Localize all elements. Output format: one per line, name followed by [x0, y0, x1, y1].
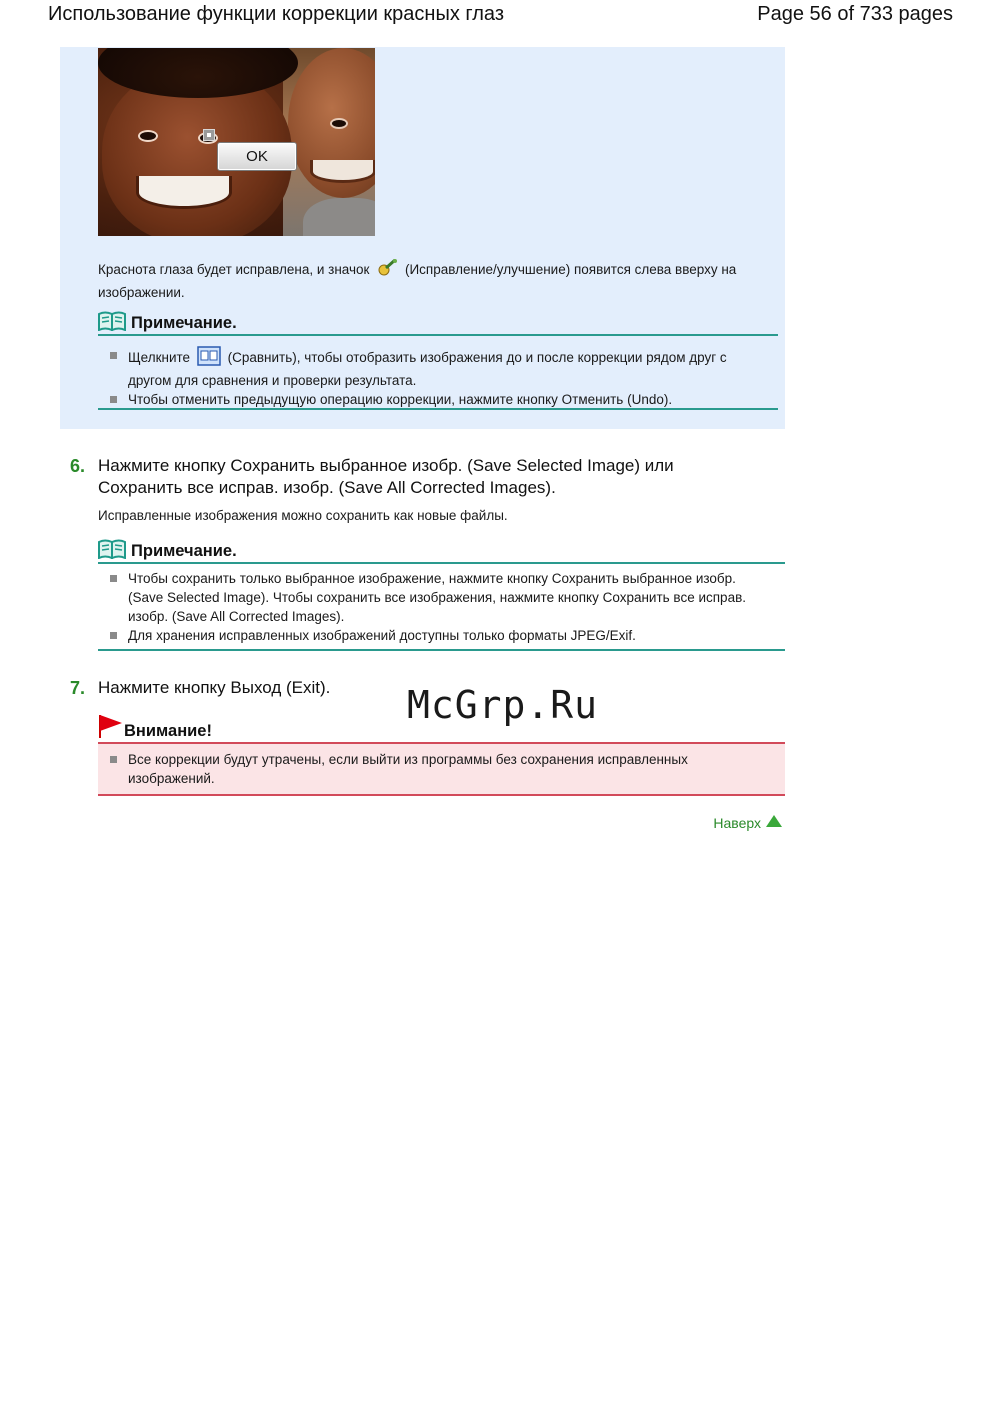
watermark: McGrp.Ru	[407, 683, 599, 727]
book-icon	[98, 539, 126, 564]
list-item: Чтобы отменить предыдущую операцию коррекции, нажмите кнопку Отменить (Undo).	[110, 390, 760, 409]
ok-button[interactable]: OK	[217, 142, 297, 171]
note-divider	[98, 408, 778, 410]
intro-paragraph: Краснота глаза будет исправлена, и значок (Исправление/улучшение) появится слева вверху на изображении.	[98, 258, 758, 302]
example-photo	[98, 48, 375, 236]
note-list	[110, 346, 760, 409]
step-number: 6.	[70, 456, 86, 476]
back-to-top-link[interactable]: Наверх	[713, 814, 783, 831]
note-heading: Примечание.	[98, 311, 237, 336]
selection-marker	[203, 129, 215, 141]
step-number: 7.	[70, 678, 86, 698]
step-title: Нажмите кнопку Выход (Exit).	[98, 678, 331, 697]
list-item: Все коррекции будут утрачены, если выйти из программы без сохранения исправленных изображений.	[110, 750, 770, 788]
list-item: Для хранения исправленных изображений доступны только форматы JPEG/Exif.	[110, 626, 760, 645]
page-indicator: Page 56 of 733 pages	[757, 3, 953, 25]
list-item: Чтобы сохранить только выбранное изображение, нажмите кнопку Сохранить выбранное изобр. (Save Selected Image). Чтобы сохранить все изображения, нажмите кнопку Сохранить все исправ. изобр. (Save All Corrected Images).	[110, 569, 760, 626]
note-list	[110, 569, 760, 645]
up-arrow-icon	[765, 814, 783, 831]
book-icon	[98, 311, 126, 336]
warning-box	[98, 742, 785, 796]
step-description: Исправленные изображения можно сохранить как новые файлы.	[98, 508, 508, 523]
correct-enhance-icon	[376, 258, 398, 283]
note-divider	[98, 334, 778, 336]
note-heading: Примечание.	[98, 539, 237, 564]
note-divider	[98, 649, 785, 651]
page-title: Использование функции коррекции красных глаз	[48, 3, 504, 25]
note-divider	[98, 562, 785, 564]
red-flag-icon	[98, 713, 124, 744]
step-title: Нажмите кнопку Сохранить выбранное изобр. (Save Selected Image) или Сохранить все исправ. изобр. (Save All Corrected Images).	[98, 456, 674, 497]
list-item: Щелкните (Сравнить), чтобы отобразить изображения до и после коррекции рядом друг с другом для сравнения и проверки результата.	[110, 346, 760, 390]
warning-list	[110, 750, 770, 788]
compare-icon	[197, 346, 221, 371]
